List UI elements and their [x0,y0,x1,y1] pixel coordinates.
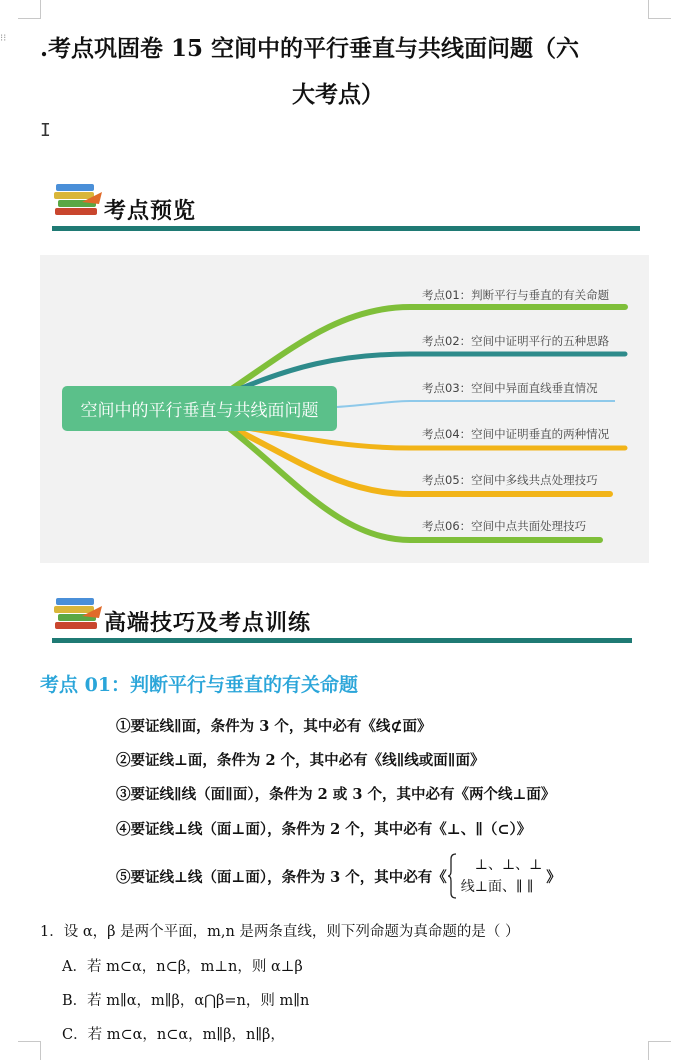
page-corner-mark [18,1041,41,1060]
rule-line-2: ②要证线⊥面，条件为 2 个，其中必有《线∥线或面∥面》 [116,752,485,769]
page-corner-mark [648,1041,671,1060]
curly-brace-icon [447,853,457,899]
rule-5-suffix: 》 [546,868,561,886]
text-cursor-icon: I [40,120,51,141]
doc-title-line2: 大考点） [292,81,384,108]
mindmap-branch-label: 考点01：判断平行与垂直的有关命题 [422,288,610,302]
rule-5-prefix: ⑤要证线⊥线（面⊥面），条件为 3 个，其中必有《 [116,868,447,886]
mindmap-branch-label: 考点03：空间中异面直线垂直情况 [422,381,598,395]
rule-line-5 [116,853,561,899]
mindmap-diagram [40,255,649,563]
rule-5-brace-top: ⊥、⊥、⊥ [474,857,543,873]
question-1-option-c: C．若 m⊂α，n⊂α，m∥β，n∥β， [62,1027,285,1043]
mindmap-branch-label: 考点04：空间中证明垂直的两种情况 [422,427,610,441]
question-1-option-b: B．若 m∥α，m∥β，α⋂β=n，则 m∥n [62,993,310,1009]
page-corner-mark [648,0,671,19]
section-heading-preview: 考点预览 [104,198,197,224]
rule-line-1: ①要证线∥面，条件为 3 个，其中必有《线⊄面》 [116,718,432,735]
rule-line-3: ③要证线∥线（面∥面），条件为 2 或 3 个，其中必有《两个线⊥面》 [116,786,556,803]
doc-title-line1: .考点巩固卷 15 空间中的平行垂直与共线面问题（六 [40,35,580,62]
mindmap-branch-label: 考点02：空间中证明平行的五种思路 [422,334,610,348]
rule-line-4: ④要证线⊥线（面⊥面），条件为 2 个，其中必有《⊥、∥（⊂）》 [116,821,532,838]
section-divider [52,638,632,643]
question-1-option-a: A．若 m⊂α，n⊂β，m⊥n，则 α⊥β [62,959,303,975]
page-corner-mark [18,0,41,19]
books-icon [52,594,104,638]
mindmap-root-node: 空间中的平行垂直与共线面问题 [62,386,337,431]
mindmap-branch-label: 考点05：空间中多线共点处理技巧 [422,473,598,487]
section-divider [52,226,640,231]
kaodian-01-title: 考点 01：判断平行与垂直的有关命题 [40,674,359,696]
books-icon [52,180,104,224]
rule-5-brace-bottom: 线⊥面、∥ ∥ [460,879,534,895]
question-1-stem: 1．设 α，β 是两个平面，m,n 是两条直线，则下列命题为真命题的是（ ） [40,924,520,940]
mindmap-branch-label: 考点06：空间中点共面处理技巧 [422,519,587,533]
table-move-handle-icon[interactable]: ⁝⁝ [0,33,7,44]
section-heading-training: 高端技巧及考点训练 [104,610,312,636]
